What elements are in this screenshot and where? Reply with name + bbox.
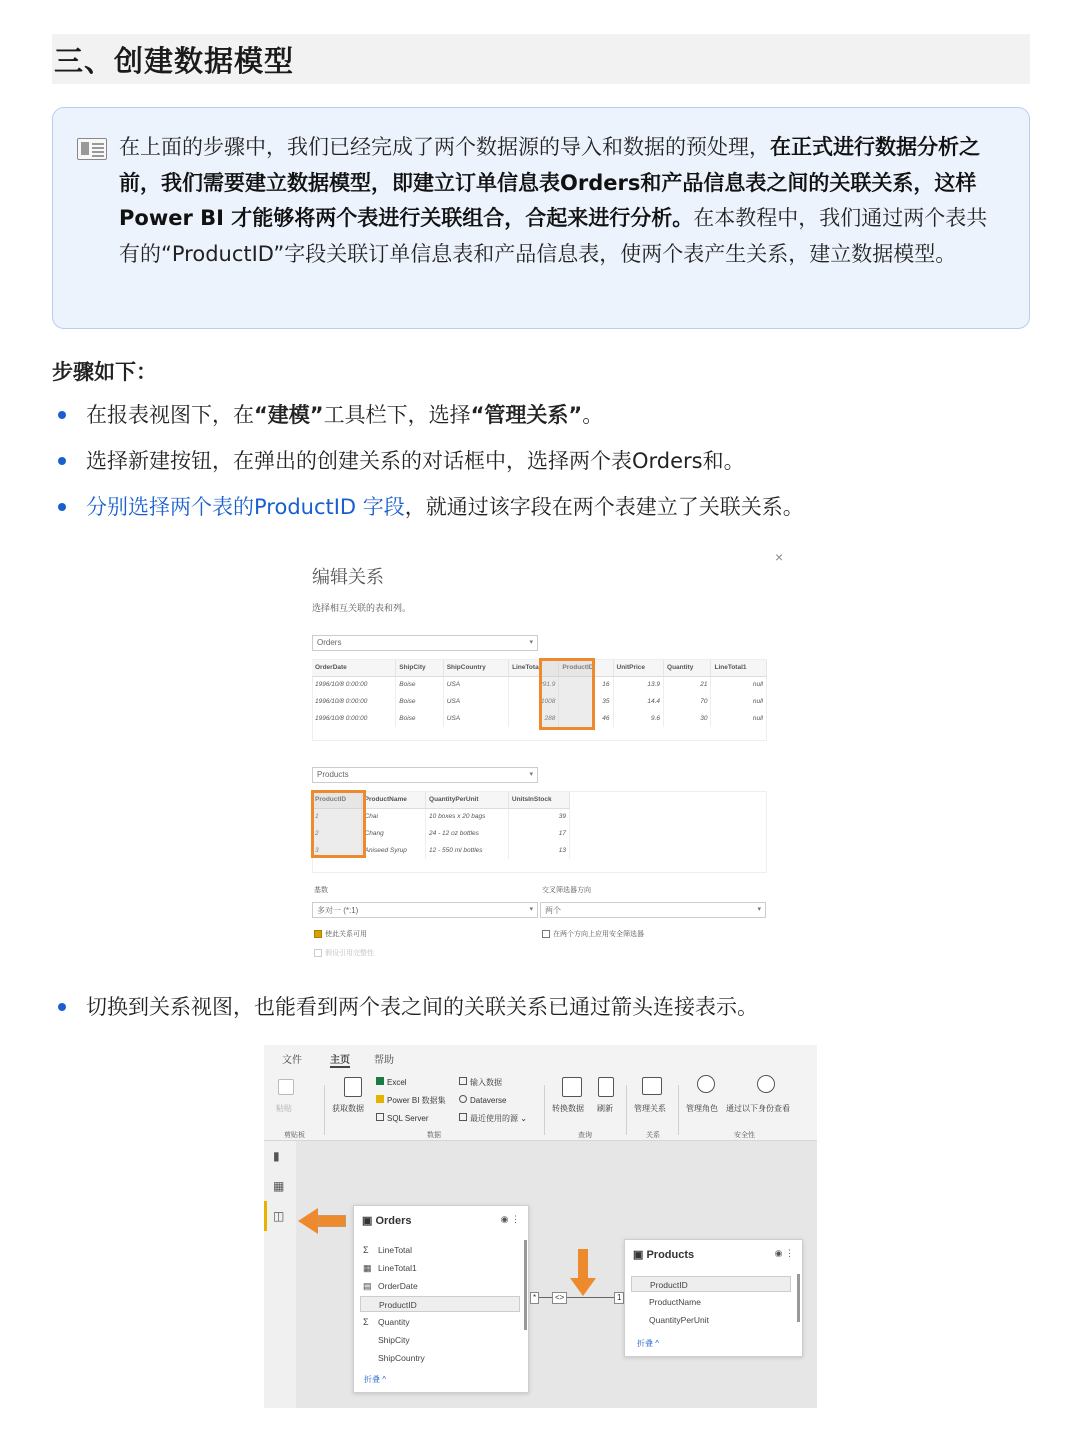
model-view-icon[interactable]: ◫: [273, 1209, 285, 1223]
tab-help[interactable]: 帮助: [374, 1055, 394, 1066]
note-text-2: 在本教程中，我们通过两个表共有的“ProductID”字段关联订单信息表和产品信息表，使两个表产生关系，建立数据模型。: [119, 206, 988, 266]
filter-direction-marker: <>: [552, 1292, 567, 1304]
manage-roles-label[interactable]: 管理角色: [686, 1104, 718, 1113]
table-row: 1996/10/8 0:00:00 Boise USA 1008 35 14.4 70 null: [312, 693, 767, 710]
collapse-link[interactable]: 折叠 ^: [364, 1375, 386, 1384]
newspaper-icon: [77, 138, 107, 160]
orange-arrow-left: [298, 1208, 318, 1234]
info-note: [52, 107, 1030, 329]
checkbox-icon[interactable]: [542, 930, 550, 938]
refresh-icon[interactable]: [598, 1077, 614, 1097]
list-item: 切换到关系视图，也能看到两个表之间的关联关系已通过箭头连接表示。: [56, 992, 758, 1038]
field-item[interactable]: Σ LineTotal: [363, 1245, 413, 1255]
table-row: 1 Chai 10 boxes x 20 bags 39: [312, 808, 570, 825]
cardinality-select[interactable]: 多对一 (*:1) ▾: [312, 902, 538, 918]
manage-relationships-icon[interactable]: [642, 1077, 662, 1095]
products-table: ProductID ProductName QuantityPerUnit UnitsInStock 1 Chai 10 boxes x 20 bags 39 2 Chang 24 - 12 oz bottles 17 3 Aniseed Syrup 12 - 550 ml bottles 13: [312, 792, 570, 859]
edit-relationship-dialog: [300, 545, 800, 965]
field-item-selected[interactable]: ProductID: [360, 1296, 520, 1312]
field-item[interactable]: ▦ LineTotal1: [363, 1263, 417, 1273]
filter-direction-label: 交叉筛选器方向: [542, 887, 591, 894]
field-item[interactable]: QuantityPerUnit: [649, 1315, 709, 1325]
get-data-icon[interactable]: [344, 1077, 362, 1097]
products-card[interactable]: [624, 1239, 803, 1357]
close-icon[interactable]: ×: [775, 549, 784, 565]
paste-icon[interactable]: [278, 1079, 294, 1095]
table-row: 3 Aniseed Syrup 12 - 550 ml bottles 13: [312, 842, 570, 859]
table1-select[interactable]: Orders ▾: [312, 635, 538, 651]
active-checkbox[interactable]: 使此关系可用: [314, 929, 367, 939]
model-view-screenshot: [264, 1045, 817, 1408]
list-item: 选择新建按钮，在弹出的创建关系的对话框中，选择两个表Orders和。: [56, 446, 804, 492]
integrity-checkbox: 假设引用完整性: [314, 948, 374, 958]
divider: [626, 1085, 627, 1135]
view-as-icon[interactable]: [757, 1075, 775, 1093]
group-label: 数据: [427, 1132, 441, 1139]
section-heading: 三、创建数据模型: [52, 34, 1030, 84]
transform-icon[interactable]: [562, 1077, 582, 1097]
bullet-list: [56, 400, 804, 538]
paste-label: 粘贴: [276, 1104, 292, 1113]
one-marker: 1: [614, 1292, 624, 1304]
filter-direction-select[interactable]: 两个 ▾: [540, 902, 766, 918]
productid-highlight: [539, 658, 595, 730]
recent-sources-button[interactable]: 最近使用的源 ⌄: [459, 1113, 527, 1124]
note-bold: 在正式进行数据分析之前，我们需要建立数据模型，即建立订单信息表Orders和产品信息表之间的关联关系，这样Power BI 才能够将两个表进行关联组合，合起来进行分析。: [119, 135, 980, 230]
divider: [544, 1085, 545, 1135]
checkbox-icon[interactable]: [314, 930, 322, 938]
transform-label[interactable]: 转换数据: [552, 1104, 584, 1113]
ribbon: [264, 1045, 817, 1141]
divider: [678, 1085, 679, 1135]
orange-arrow-head: [570, 1278, 596, 1296]
divider: [324, 1085, 325, 1135]
group-label: 查询: [578, 1132, 592, 1139]
active-indicator: [264, 1201, 267, 1231]
field-item[interactable]: ProductName: [649, 1297, 701, 1307]
field-item-selected[interactable]: ProductID: [631, 1276, 791, 1292]
table-row: 2 Chang 24 - 12 oz bottles 17: [312, 825, 570, 842]
product-id-link[interactable]: 分别选择两个表的ProductID 字段: [86, 495, 405, 519]
eye-icon[interactable]: ◉ ⋮: [500, 1214, 520, 1224]
table-row: 1996/10/8 0:00:00 Boise USA 288 46 9.6 30 null: [312, 710, 767, 727]
collapse-link[interactable]: 折叠 ^: [637, 1339, 659, 1348]
products-card-title: ▣ Products: [633, 1249, 695, 1261]
orders-card-title: ▣ Orders: [362, 1215, 412, 1227]
list-item: 分别选择两个表的ProductID 字段，就通过该字段在两个表建立了关联关系。: [56, 492, 804, 538]
group-label: 剪贴板: [284, 1132, 305, 1139]
view-switcher: [264, 1141, 296, 1408]
group-label: 安全性: [734, 1132, 755, 1139]
manage-relationships-label[interactable]: 管理关系: [634, 1104, 666, 1113]
checkbox-icon: [314, 949, 322, 957]
orange-arrow-shaft: [318, 1215, 346, 1227]
steps-title: 步骤如下：: [52, 360, 157, 384]
pbi-dataset-button[interactable]: Power BI 数据集: [376, 1095, 446, 1106]
tab-home[interactable]: 主页: [330, 1051, 350, 1068]
field-item[interactable]: ShipCountry: [378, 1353, 425, 1363]
bullet-list-2: [56, 992, 758, 1038]
refresh-label[interactable]: 刷新: [597, 1104, 613, 1113]
dataverse-button[interactable]: Dataverse: [459, 1095, 506, 1105]
tab-file[interactable]: 文件: [282, 1055, 302, 1066]
note-text-1: 在上面的步骤中，我们已经完成了两个数据源的导入和数据的预处理，: [119, 135, 770, 159]
many-marker: *: [530, 1292, 539, 1304]
field-item[interactable]: ▤ OrderDate: [363, 1281, 418, 1291]
field-item[interactable]: Σ Quantity: [363, 1317, 410, 1327]
get-data-label[interactable]: 获取数据: [332, 1104, 364, 1113]
sql-button[interactable]: SQL Server: [376, 1113, 429, 1123]
relationship-line: [530, 1297, 625, 1298]
dialog-title: 编辑关系: [312, 567, 384, 587]
scrollbar[interactable]: [797, 1274, 800, 1322]
productid-highlight-2: [311, 790, 366, 858]
group-label: 关系: [646, 1132, 660, 1139]
view-as-label[interactable]: 通过以下身份查看: [726, 1104, 790, 1113]
table-row: 1996/10/8 0:00:00 Boise USA 291.9 16 13.9 21 null: [312, 676, 767, 693]
field-item[interactable]: ShipCity: [378, 1335, 410, 1345]
scrollbar[interactable]: [524, 1240, 527, 1330]
excel-button[interactable]: Excel: [376, 1077, 407, 1087]
orders-card[interactable]: [353, 1205, 529, 1393]
manage-roles-icon[interactable]: [697, 1075, 715, 1093]
table2-select[interactable]: Products ▾: [312, 767, 538, 783]
eye-icon[interactable]: ◉ ⋮: [774, 1248, 794, 1258]
orange-arrow-down: [578, 1249, 588, 1279]
orders-table: OrderDate ShipCity ShipCountry LineTotal ProductID UnitPrice Quantity LineTotal1 1996/10/8 0:00:00 Boise USA 291.9 16 13.9 21 null 1996/10/8 0:00:00 Boise USA 1008 35 14.4 70 null 1996/10/8 0:00:00 Boise USA 288 46 9.6 30 null: [312, 660, 767, 727]
security-checkbox[interactable]: 在两个方向上应用安全筛选器: [542, 929, 644, 939]
data-view-icon[interactable]: ▦: [273, 1179, 285, 1193]
dialog-subtitle: 选择相互关联的表和列。: [312, 603, 412, 613]
report-view-icon[interactable]: ▮: [273, 1149, 280, 1163]
cardinality-label: 基数: [314, 887, 328, 894]
enter-data-button[interactable]: 输入数据: [459, 1077, 502, 1088]
list-item: 在报表视图下，在“建模”工具栏下，选择“管理关系”。: [56, 400, 804, 446]
